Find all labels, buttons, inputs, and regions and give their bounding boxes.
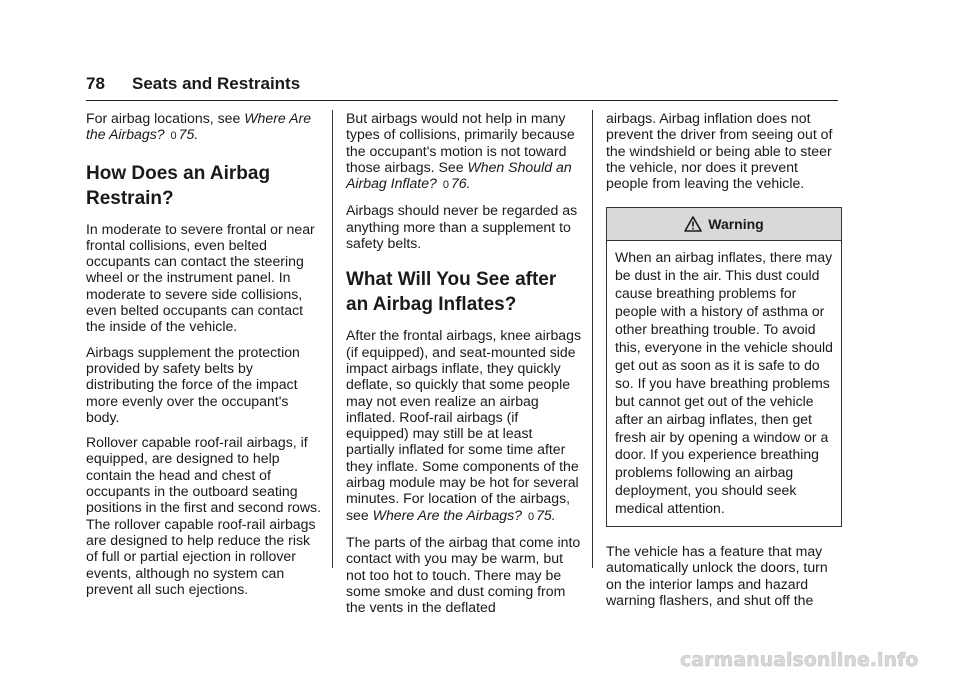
warning-header bbox=[607, 208, 841, 241]
paragraph: The vehicle has a feature that may automatically unlock the doors, turn on the interior lamps and hazard warning flashers, and shut off the bbox=[606, 543, 828, 608]
cross-reference-link[interactable]: When Should an Airbag Inflate? bbox=[346, 158, 572, 192]
paragraph bbox=[86, 110, 322, 145]
column-3 bbox=[606, 110, 842, 617]
page-reference[interactable]: 75. bbox=[536, 506, 556, 523]
page-reference[interactable]: 76. bbox=[450, 175, 471, 192]
paragraph: The parts of the airbag that come into contact with you may be warm, but not too hot to touch. There may be some smoke and dust coming from the vents in the deflated bbox=[346, 533, 581, 616]
paragraph: In moderate to severe frontal or near frontal collisions, even belted occupants can contact the steering wheel or the instrument panel. In moderate to severe side collisions, even belted occupants can contact the inside of the vehicle. bbox=[86, 220, 315, 335]
page-reference[interactable]: 75. bbox=[178, 126, 199, 143]
paragraph-text: After the frontal airbags, knee airbags (if equipped), and seat-mounted side impact airbags inflate, they quickly deflate, so quickly that some people may not even realize an airbag inflated. Roof-rail airbags (if equipped) may still be at least partially inflated for some time after they inflate. Some components of the airbag module may be hot for several minutes. For location of the airbags, see bbox=[346, 327, 582, 523]
paragraph bbox=[346, 327, 582, 525]
page-number: 78 bbox=[86, 74, 105, 93]
paragraph-text: For airbag locations, see bbox=[86, 110, 245, 126]
column-divider bbox=[332, 110, 333, 568]
column-1 bbox=[86, 110, 322, 606]
cross-reference-link[interactable]: Where Are the Airbags? bbox=[372, 506, 523, 523]
column-divider bbox=[592, 110, 593, 568]
cross-reference-link[interactable]: Where Are the Airbags? bbox=[86, 110, 312, 143]
page-arrow-icon: 0 bbox=[442, 179, 449, 192]
warning-text: When an airbag inflates, there may be dust in the air. This dust could cause breathing problems for people with a history of asthma or other breathing trouble. To avoid this, everyone in the vehicle should get out as soon as it is safe to do so. If you have breathing problems but cannot get out of the vehicle after an airbag inflates, then get fresh air by opening a window or a door. If you experience breathing problems following an airbag deployment, you should seek medical attention. bbox=[615, 249, 833, 517]
page-arrow-icon: 0 bbox=[527, 510, 535, 523]
column-2 bbox=[346, 110, 582, 624]
section-heading: What Will You See after an Airbag Inflates? bbox=[346, 269, 557, 316]
svg-text:carmanualsonline.info: carmanualsonline.info bbox=[680, 649, 919, 671]
warning-title: Warning bbox=[708, 216, 764, 233]
warning-triangle-icon bbox=[684, 216, 702, 232]
section-heading: How Does an Airbag Restrain? bbox=[86, 162, 271, 209]
paragraph-text: But airbags would not help in many types of collisions, primarily because the occupant's motion is not toward those airbags. See bbox=[346, 110, 575, 175]
watermark-logo bbox=[680, 644, 952, 672]
section-title: Seats and Restraints bbox=[132, 74, 301, 93]
paragraph: airbags. Airbag inflation does not prevent the driver from seeing out of the windshield or being able to steer the vehicle, nor does it prevent people from leaving the vehicle. bbox=[606, 110, 833, 192]
page-arrow-icon: 0 bbox=[170, 130, 177, 143]
paragraph: Airbags supplement the protection provided by safety belts by distributing the force of the impact more evenly over the occupant's body. bbox=[86, 343, 300, 425]
paragraph: Airbags should never be regarded as anything more than a supplement to safety belts. bbox=[346, 202, 578, 252]
paragraph: Rollover capable roof-rail airbags, if equipped, are designed to help contain the head and chest of occupants in the outboard seating positions in the first and second rows. The rollover capable roof-rail airbags are designed to help reduce the risk of full or partial ejection in rollover events, although no system can prevent all such ejections. bbox=[86, 434, 322, 597]
warning-box bbox=[606, 207, 842, 527]
page-header bbox=[86, 70, 838, 101]
paragraph bbox=[346, 110, 582, 193]
